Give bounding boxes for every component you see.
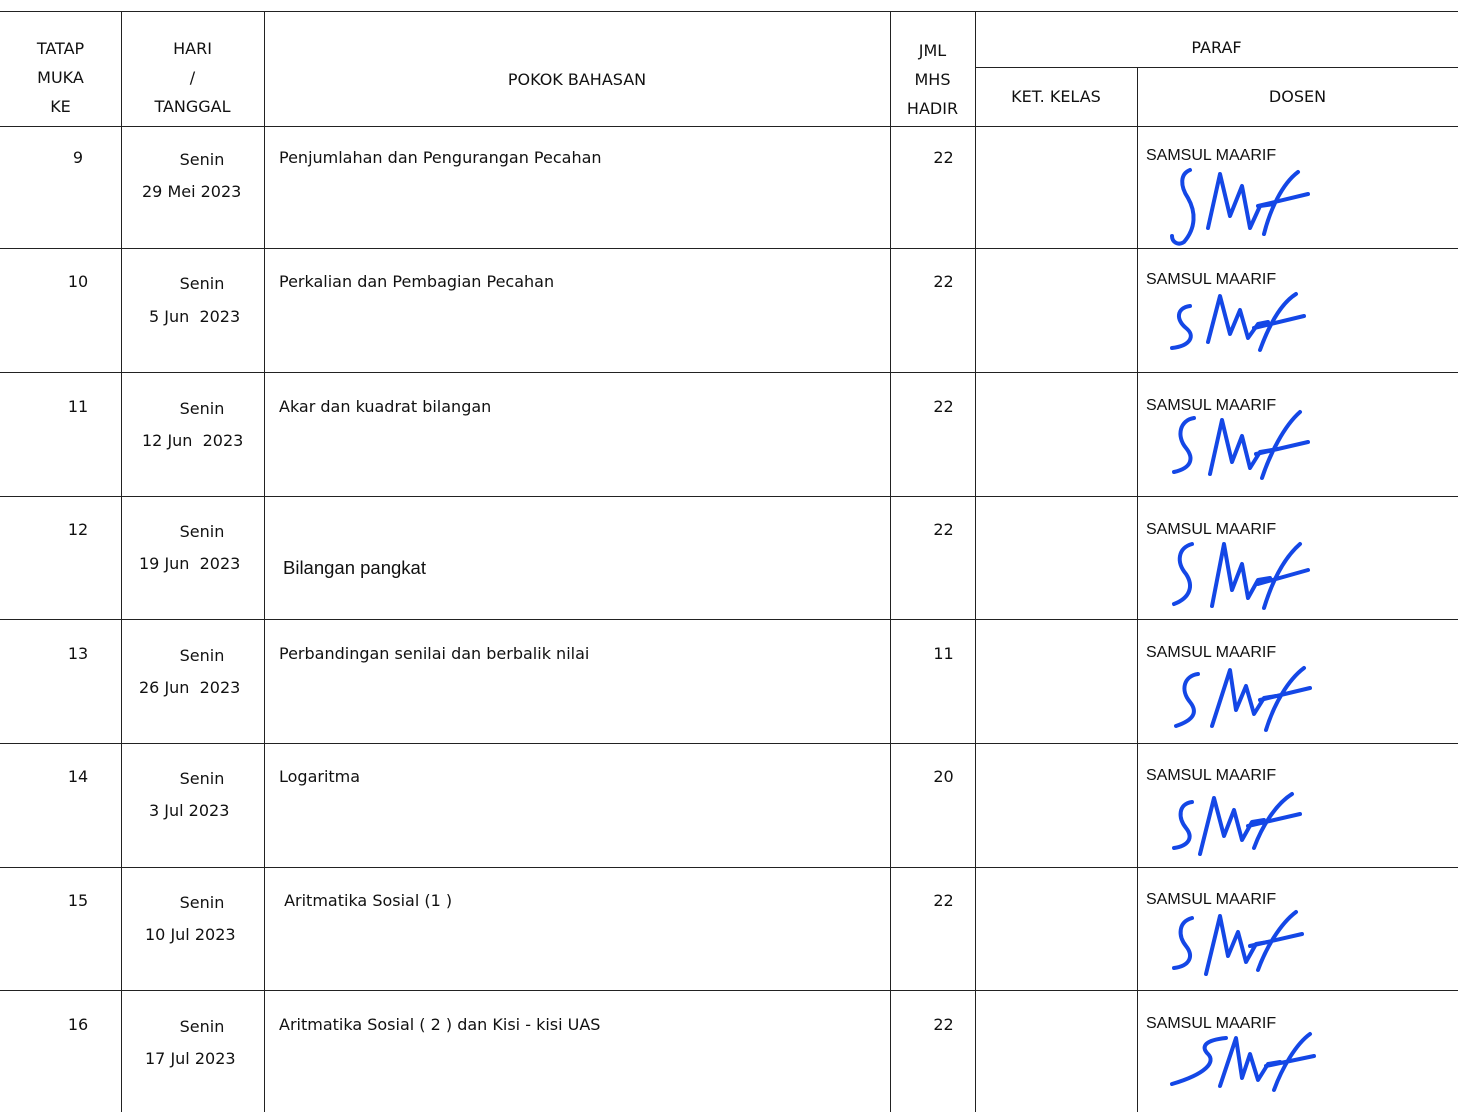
header-paraf: PARAF (1191, 38, 1242, 57)
row-number: 9 (72, 148, 84, 167)
col-line-4 (975, 11, 976, 1112)
row-day: Senin (179, 150, 225, 169)
header-bottom (0, 126, 1458, 127)
row-line (0, 248, 1458, 249)
row-line (0, 496, 1458, 497)
row-topic: Aritmatika Sosial ( 2 ) dan Kisi - kisi UAS (279, 1015, 601, 1034)
row-topic: Penjumlahan dan Pengurangan Pecahan (279, 148, 602, 167)
row-number: 11 (67, 397, 89, 416)
signature-image (1150, 1010, 1325, 1106)
row-date: 29 Mei 2023 (142, 182, 242, 201)
header-tatap-line: MUKA (37, 68, 84, 87)
row-topic: Bilangan pangkat (283, 557, 426, 578)
row-hadir: 22 (933, 397, 954, 416)
row-line (0, 867, 1458, 868)
row-line (0, 372, 1458, 373)
row-date: 19 Jun 2023 (139, 554, 241, 573)
row-hadir: 22 (933, 520, 954, 539)
row-hadir: 22 (933, 891, 954, 910)
header-jml-line: MHS (914, 70, 951, 89)
row-hadir: 22 (933, 1015, 954, 1034)
header-dosen: DOSEN (1268, 87, 1327, 106)
row-number: 16 (67, 1015, 89, 1034)
row-day: Senin (179, 399, 225, 418)
col-line-1 (121, 11, 122, 1112)
header-hari-line: / (189, 68, 196, 87)
row-topic: Logaritma (279, 767, 361, 786)
row-date: 12 Jun 2023 (142, 431, 244, 450)
row-day: Senin (179, 274, 225, 293)
row-topic: Perkalian dan Pembagian Pecahan (279, 272, 555, 291)
header-hari-line: TANGGAL (154, 97, 231, 116)
row-line (0, 619, 1458, 620)
row-hadir: 22 (933, 148, 954, 167)
signature-image (1150, 396, 1325, 492)
row-day: Senin (179, 522, 225, 541)
dosen-name: SAMSUL MAARIF (1146, 767, 1277, 784)
signature-image (1150, 150, 1325, 246)
row-date: 3 Jul 2023 (149, 801, 230, 820)
header-hari (121, 34, 264, 121)
row-hadir: 22 (933, 272, 954, 291)
row-hadir: 20 (933, 767, 954, 786)
row-date: 26 Jun 2023 (139, 678, 241, 697)
row-line (0, 990, 1458, 991)
dosen-name: SAMSUL MAARIF (1146, 147, 1277, 164)
signature-image (1150, 640, 1325, 736)
dosen-name: SAMSUL MAARIF (1146, 1015, 1277, 1032)
header-tatap (0, 34, 121, 121)
top-border (0, 11, 1458, 12)
dosen-name: SAMSUL MAARIF (1146, 891, 1277, 908)
header-tatap-line: TATAP (36, 39, 85, 58)
row-day: Senin (179, 769, 225, 788)
row-hadir: 11 (933, 644, 954, 663)
dosen-name: SAMSUL MAARIF (1146, 521, 1277, 538)
row-day: Senin (179, 646, 225, 665)
dosen-name: SAMSUL MAARIF (1146, 644, 1277, 661)
row-number: 14 (67, 767, 89, 786)
col-line-5 (1137, 67, 1138, 1112)
col-line-3 (890, 11, 891, 1112)
header-jml-line: JML (918, 41, 947, 60)
signature-image (1150, 890, 1325, 986)
row-number: 10 (67, 272, 89, 291)
row-number: 12 (67, 520, 89, 539)
row-line (0, 743, 1458, 744)
row-day: Senin (179, 1017, 225, 1036)
row-number: 13 (67, 644, 89, 663)
header-hari-line: HARI (173, 39, 212, 58)
signature-image (1150, 520, 1325, 616)
dosen-name: SAMSUL MAARIF (1146, 271, 1277, 288)
header-pokok-bahasan: POKOK BAHASAN (507, 70, 647, 89)
row-topic: Akar dan kuadrat bilangan (279, 397, 492, 416)
header-jml (890, 36, 975, 123)
signature-image (1150, 272, 1325, 368)
header-jml-line: HADIR (906, 99, 959, 118)
row-topic: Aritmatika Sosial (1 ) (279, 891, 453, 910)
row-date: 17 Jul 2023 (145, 1049, 236, 1068)
signature-image (1150, 768, 1325, 864)
paraf-divider (975, 67, 1458, 68)
row-number: 15 (67, 891, 89, 910)
header-ket-kelas: KET. KELAS (1011, 87, 1101, 106)
header-tatap-line: KE (50, 97, 71, 116)
row-day: Senin (179, 893, 225, 912)
row-date: 5 Jun 2023 (149, 307, 241, 326)
dosen-name: SAMSUL MAARIF (1146, 397, 1277, 414)
row-topic: Perbandingan senilai dan berbalik nilai (279, 644, 590, 663)
row-date: 10 Jul 2023 (145, 925, 236, 944)
